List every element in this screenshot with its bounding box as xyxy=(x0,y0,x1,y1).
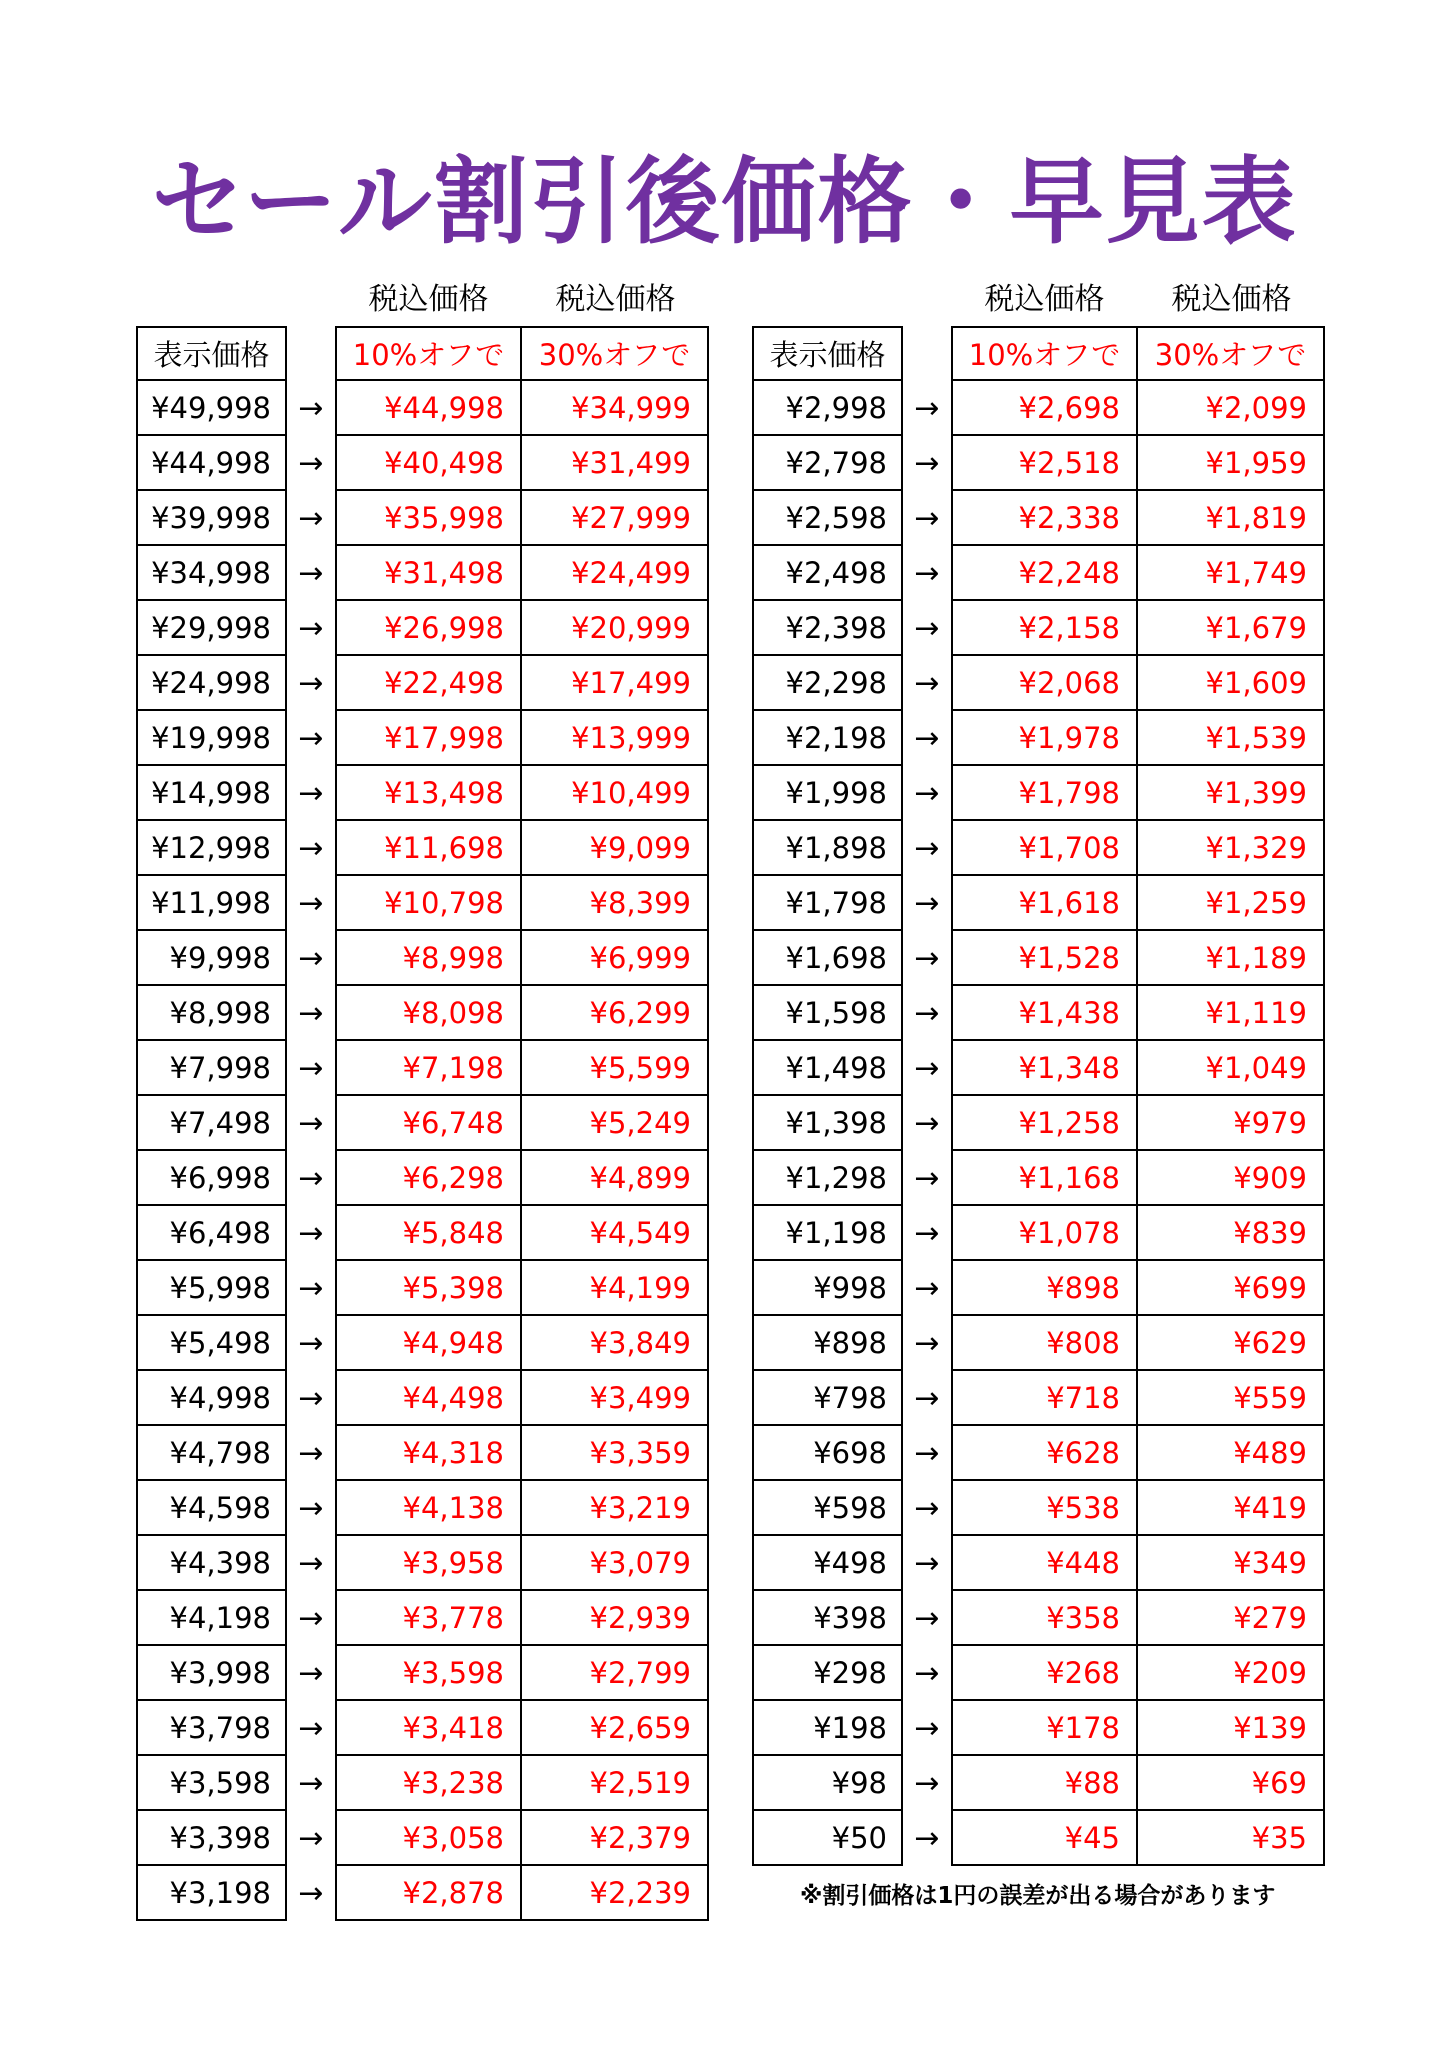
price-10-off-cell: ¥4,318 xyxy=(335,1426,522,1481)
header-10-off: 10%オフで xyxy=(951,326,1138,381)
price-table-right xyxy=(752,326,1325,1866)
display-price-cell: ¥698 xyxy=(752,1426,903,1481)
price-10-off-cell: ¥35,998 xyxy=(335,491,522,546)
table-row xyxy=(136,1646,709,1701)
arrow-icon: → xyxy=(914,1821,940,1856)
arrow-icon: → xyxy=(298,1711,324,1746)
arrow-icon: → xyxy=(298,996,324,1031)
arrow-icon: → xyxy=(298,1051,324,1086)
price-10-off-cell: ¥2,698 xyxy=(951,381,1138,436)
table-row xyxy=(136,711,709,766)
price-10-off-cell: ¥2,878 xyxy=(335,1866,522,1921)
display-price-cell: ¥2,198 xyxy=(752,711,903,766)
arrow-icon: → xyxy=(298,1326,324,1361)
super-header-right-10: 税込価格 xyxy=(984,282,1105,317)
display-price-cell: ¥5,498 xyxy=(136,1316,287,1371)
arrow-icon: → xyxy=(298,1161,324,1196)
display-price-cell: ¥498 xyxy=(752,1536,903,1591)
price-10-off-cell: ¥6,298 xyxy=(335,1151,522,1206)
price-30-off-cell: ¥1,959 xyxy=(1138,436,1325,491)
arrow-icon: → xyxy=(298,556,324,591)
price-30-off-cell: ¥629 xyxy=(1138,1316,1325,1371)
display-price-cell: ¥798 xyxy=(752,1371,903,1426)
price-30-off-cell: ¥1,679 xyxy=(1138,601,1325,656)
display-price-cell: ¥1,898 xyxy=(752,821,903,876)
price-10-off-cell: ¥3,958 xyxy=(335,1536,522,1591)
price-10-off-cell: ¥1,078 xyxy=(951,1206,1138,1261)
price-10-off-cell: ¥1,708 xyxy=(951,821,1138,876)
table-row xyxy=(136,876,709,931)
display-price-cell: ¥4,998 xyxy=(136,1371,287,1426)
price-30-off-cell: ¥279 xyxy=(1138,1591,1325,1646)
table-row xyxy=(752,1151,1325,1206)
arrow-icon: → xyxy=(298,1216,324,1251)
super-header-right-30: 税込価格 xyxy=(1171,282,1292,317)
arrow-icon: → xyxy=(914,1711,940,1746)
price-10-off-cell: ¥1,438 xyxy=(951,986,1138,1041)
price-10-off-cell: ¥1,618 xyxy=(951,876,1138,931)
table-row xyxy=(136,986,709,1041)
table-row xyxy=(752,546,1325,601)
display-price-cell: ¥12,998 xyxy=(136,821,287,876)
price-30-off-cell: ¥6,999 xyxy=(522,931,709,986)
price-10-off-cell: ¥5,398 xyxy=(335,1261,522,1316)
price-10-off-cell: ¥1,978 xyxy=(951,711,1138,766)
table-row xyxy=(752,1426,1325,1481)
header-display-price: 表示価格 xyxy=(136,326,287,381)
price-10-off-cell: ¥17,998 xyxy=(335,711,522,766)
price-30-off-cell: ¥139 xyxy=(1138,1701,1325,1756)
display-price-cell: ¥44,998 xyxy=(136,436,287,491)
arrow-icon: → xyxy=(298,446,324,481)
table-header-row xyxy=(136,326,709,381)
price-30-off-cell: ¥5,599 xyxy=(522,1041,709,1096)
display-price-cell: ¥7,998 xyxy=(136,1041,287,1096)
table-row xyxy=(136,821,709,876)
display-price-cell: ¥14,998 xyxy=(136,766,287,821)
display-price-cell: ¥29,998 xyxy=(136,601,287,656)
price-10-off-cell: ¥26,998 xyxy=(335,601,522,656)
price-10-off-cell: ¥13,498 xyxy=(335,766,522,821)
super-header-left-10: 税込価格 xyxy=(368,282,489,317)
table-row xyxy=(752,381,1325,436)
price-30-off-cell: ¥10,499 xyxy=(522,766,709,821)
display-price-cell: ¥3,598 xyxy=(136,1756,287,1811)
price-30-off-cell: ¥699 xyxy=(1138,1261,1325,1316)
price-10-off-cell: ¥3,778 xyxy=(335,1591,522,1646)
price-30-off-cell: ¥1,819 xyxy=(1138,491,1325,546)
table-row xyxy=(752,711,1325,766)
display-price-cell: ¥3,198 xyxy=(136,1866,287,1921)
table-row xyxy=(136,546,709,601)
table-row xyxy=(752,1316,1325,1371)
arrow-icon: → xyxy=(914,1271,940,1306)
price-30-off-cell: ¥349 xyxy=(1138,1536,1325,1591)
display-price-cell: ¥398 xyxy=(752,1591,903,1646)
price-30-off-cell: ¥6,299 xyxy=(522,986,709,1041)
display-price-cell: ¥298 xyxy=(752,1646,903,1701)
table-row xyxy=(752,1481,1325,1536)
display-price-cell: ¥6,498 xyxy=(136,1206,287,1261)
display-price-cell: ¥1,198 xyxy=(752,1206,903,1261)
price-10-off-cell: ¥898 xyxy=(951,1261,1138,1316)
table-row xyxy=(752,1701,1325,1756)
arrow-icon: → xyxy=(914,776,940,811)
price-30-off-cell: ¥9,099 xyxy=(522,821,709,876)
arrow-icon: → xyxy=(298,1656,324,1691)
price-30-off-cell: ¥8,399 xyxy=(522,876,709,931)
price-10-off-cell: ¥10,798 xyxy=(335,876,522,931)
price-30-off-cell: ¥1,539 xyxy=(1138,711,1325,766)
price-30-off-cell: ¥2,099 xyxy=(1138,381,1325,436)
price-30-off-cell: ¥2,799 xyxy=(522,1646,709,1701)
display-price-cell: ¥2,798 xyxy=(752,436,903,491)
arrow-icon: → xyxy=(298,666,324,701)
arrow-icon: → xyxy=(914,1326,940,1361)
arrow-icon: → xyxy=(914,1381,940,1416)
table-row xyxy=(136,381,709,436)
table-row xyxy=(136,1206,709,1261)
price-10-off-cell: ¥358 xyxy=(951,1591,1138,1646)
arrow-icon: → xyxy=(914,1546,940,1581)
arrow-icon: → xyxy=(914,1106,940,1141)
table-row xyxy=(752,821,1325,876)
display-price-cell: ¥198 xyxy=(752,1701,903,1756)
arrow-icon: → xyxy=(914,391,940,426)
price-30-off-cell: ¥2,379 xyxy=(522,1811,709,1866)
display-price-cell: ¥1,498 xyxy=(752,1041,903,1096)
arrow-icon: → xyxy=(298,941,324,976)
footnote: ※割引価格は1円の誤差が出る場合があります xyxy=(800,1883,1276,1909)
arrow-icon: → xyxy=(914,666,940,701)
display-price-cell: ¥4,198 xyxy=(136,1591,287,1646)
table-row xyxy=(752,491,1325,546)
table-row xyxy=(136,1096,709,1151)
price-30-off-cell: ¥489 xyxy=(1138,1426,1325,1481)
arrow-icon: → xyxy=(298,776,324,811)
price-10-off-cell: ¥2,518 xyxy=(951,436,1138,491)
arrow-icon: → xyxy=(298,1546,324,1581)
table-row xyxy=(752,1041,1325,1096)
price-30-off-cell: ¥1,259 xyxy=(1138,876,1325,931)
price-10-off-cell: ¥718 xyxy=(951,1371,1138,1426)
display-price-cell: ¥98 xyxy=(752,1756,903,1811)
arrow-icon: → xyxy=(914,1216,940,1251)
price-10-off-cell: ¥45 xyxy=(951,1811,1138,1866)
price-30-off-cell: ¥4,549 xyxy=(522,1206,709,1261)
price-30-off-cell: ¥979 xyxy=(1138,1096,1325,1151)
arrow-icon: → xyxy=(298,1491,324,1526)
display-price-cell: ¥4,398 xyxy=(136,1536,287,1591)
table-row xyxy=(136,1151,709,1206)
arrow-icon: → xyxy=(914,1656,940,1691)
price-10-off-cell: ¥88 xyxy=(951,1756,1138,1811)
display-price-cell: ¥49,998 xyxy=(136,381,287,436)
display-price-cell: ¥598 xyxy=(752,1481,903,1536)
display-price-cell: ¥1,398 xyxy=(752,1096,903,1151)
price-30-off-cell: ¥35 xyxy=(1138,1811,1325,1866)
arrow-icon: → xyxy=(298,1381,324,1416)
display-price-cell: ¥34,998 xyxy=(136,546,287,601)
header-10-off: 10%オフで xyxy=(335,326,522,381)
price-10-off-cell: ¥4,498 xyxy=(335,1371,522,1426)
price-30-off-cell: ¥3,219 xyxy=(522,1481,709,1536)
arrow-icon: → xyxy=(298,1876,324,1911)
price-30-off-cell: ¥34,999 xyxy=(522,381,709,436)
table-row xyxy=(752,1371,1325,1426)
table-row xyxy=(752,766,1325,821)
display-price-cell: ¥11,998 xyxy=(136,876,287,931)
price-30-off-cell: ¥1,609 xyxy=(1138,656,1325,711)
table-row xyxy=(136,1756,709,1811)
table-row xyxy=(136,1041,709,1096)
display-price-cell: ¥2,498 xyxy=(752,546,903,601)
price-10-off-cell: ¥44,998 xyxy=(335,381,522,436)
price-10-off-cell: ¥31,498 xyxy=(335,546,522,601)
display-price-cell: ¥1,598 xyxy=(752,986,903,1041)
table-row xyxy=(752,876,1325,931)
arrow-icon: → xyxy=(298,1821,324,1856)
price-30-off-cell: ¥1,189 xyxy=(1138,931,1325,986)
arrow-icon: → xyxy=(298,391,324,426)
display-price-cell: ¥6,998 xyxy=(136,1151,287,1206)
price-30-off-cell: ¥909 xyxy=(1138,1151,1325,1206)
display-price-cell: ¥1,298 xyxy=(752,1151,903,1206)
header-30-off: 30%オフで xyxy=(522,326,709,381)
arrow-icon: → xyxy=(914,1436,940,1471)
table-row xyxy=(136,1701,709,1756)
display-price-cell: ¥1,798 xyxy=(752,876,903,931)
table-row xyxy=(136,491,709,546)
price-30-off-cell: ¥559 xyxy=(1138,1371,1325,1426)
table-row xyxy=(136,931,709,986)
table-row xyxy=(136,1426,709,1481)
price-10-off-cell: ¥11,698 xyxy=(335,821,522,876)
table-row xyxy=(136,1371,709,1426)
table-row xyxy=(136,1536,709,1591)
arrow-icon: → xyxy=(298,886,324,921)
price-30-off-cell: ¥4,899 xyxy=(522,1151,709,1206)
price-30-off-cell: ¥3,499 xyxy=(522,1371,709,1426)
price-10-off-cell: ¥178 xyxy=(951,1701,1138,1756)
price-30-off-cell: ¥3,849 xyxy=(522,1316,709,1371)
display-price-cell: ¥898 xyxy=(752,1316,903,1371)
price-10-off-cell: ¥5,848 xyxy=(335,1206,522,1261)
table-row xyxy=(752,1811,1325,1866)
price-10-off-cell: ¥40,498 xyxy=(335,436,522,491)
arrow-icon: → xyxy=(914,721,940,756)
table-row xyxy=(752,1756,1325,1811)
price-30-off-cell: ¥209 xyxy=(1138,1646,1325,1701)
price-10-off-cell: ¥1,258 xyxy=(951,1096,1138,1151)
price-10-off-cell: ¥3,238 xyxy=(335,1756,522,1811)
display-price-cell: ¥19,998 xyxy=(136,711,287,766)
price-10-off-cell: ¥3,598 xyxy=(335,1646,522,1701)
arrow-icon: → xyxy=(298,831,324,866)
price-10-off-cell: ¥2,248 xyxy=(951,546,1138,601)
arrow-icon: → xyxy=(914,1161,940,1196)
table-row xyxy=(136,1866,709,1921)
arrow-icon: → xyxy=(914,1051,940,1086)
display-price-cell: ¥8,998 xyxy=(136,986,287,1041)
price-10-off-cell: ¥1,168 xyxy=(951,1151,1138,1206)
price-10-off-cell: ¥3,058 xyxy=(335,1811,522,1866)
display-price-cell: ¥2,298 xyxy=(752,656,903,711)
arrow-icon: → xyxy=(914,611,940,646)
display-price-cell: ¥3,998 xyxy=(136,1646,287,1701)
display-price-cell: ¥9,998 xyxy=(136,931,287,986)
price-30-off-cell: ¥4,199 xyxy=(522,1261,709,1316)
table-row xyxy=(136,601,709,656)
price-30-off-cell: ¥1,329 xyxy=(1138,821,1325,876)
price-30-off-cell: ¥419 xyxy=(1138,1481,1325,1536)
price-30-off-cell: ¥839 xyxy=(1138,1206,1325,1261)
price-10-off-cell: ¥4,948 xyxy=(335,1316,522,1371)
arrow-icon: → xyxy=(298,1106,324,1141)
display-price-cell: ¥1,698 xyxy=(752,931,903,986)
table-row xyxy=(136,436,709,491)
price-30-off-cell: ¥2,239 xyxy=(522,1866,709,1921)
display-price-cell: ¥24,998 xyxy=(136,656,287,711)
price-10-off-cell: ¥808 xyxy=(951,1316,1138,1371)
table-row xyxy=(752,1591,1325,1646)
arrow-icon: → xyxy=(298,1271,324,1306)
header-30-off: 30%オフで xyxy=(1138,326,1325,381)
display-price-cell: ¥39,998 xyxy=(136,491,287,546)
table-header-row xyxy=(752,326,1325,381)
display-price-cell: ¥2,998 xyxy=(752,381,903,436)
price-30-off-cell: ¥24,499 xyxy=(522,546,709,601)
price-30-off-cell: ¥3,359 xyxy=(522,1426,709,1481)
display-price-cell: ¥50 xyxy=(752,1811,903,1866)
header-display-price: 表示価格 xyxy=(752,326,903,381)
table-row xyxy=(136,766,709,821)
display-price-cell: ¥998 xyxy=(752,1261,903,1316)
display-price-cell: ¥7,498 xyxy=(136,1096,287,1151)
table-row xyxy=(136,1481,709,1536)
price-10-off-cell: ¥8,098 xyxy=(335,986,522,1041)
price-30-off-cell: ¥20,999 xyxy=(522,601,709,656)
arrow-icon: → xyxy=(298,1436,324,1471)
table-row xyxy=(136,656,709,711)
price-30-off-cell: ¥27,999 xyxy=(522,491,709,546)
price-30-off-cell: ¥13,999 xyxy=(522,711,709,766)
price-10-off-cell: ¥1,528 xyxy=(951,931,1138,986)
table-row xyxy=(752,656,1325,711)
arrow-icon: → xyxy=(298,501,324,536)
table-row xyxy=(752,1646,1325,1701)
price-30-off-cell: ¥1,749 xyxy=(1138,546,1325,601)
arrow-icon: → xyxy=(298,1601,324,1636)
price-10-off-cell: ¥1,798 xyxy=(951,766,1138,821)
price-10-off-cell: ¥628 xyxy=(951,1426,1138,1481)
price-table-left xyxy=(136,326,709,1921)
arrow-icon: → xyxy=(914,1601,940,1636)
price-30-off-cell: ¥2,939 xyxy=(522,1591,709,1646)
display-price-cell: ¥4,798 xyxy=(136,1426,287,1481)
price-30-off-cell: ¥69 xyxy=(1138,1756,1325,1811)
price-10-off-cell: ¥2,338 xyxy=(951,491,1138,546)
price-30-off-cell: ¥2,659 xyxy=(522,1701,709,1756)
table-row xyxy=(752,931,1325,986)
price-30-off-cell: ¥1,119 xyxy=(1138,986,1325,1041)
table-row xyxy=(136,1316,709,1371)
price-30-off-cell: ¥1,049 xyxy=(1138,1041,1325,1096)
table-row xyxy=(752,1536,1325,1591)
table-row xyxy=(136,1261,709,1316)
table-row xyxy=(752,436,1325,491)
arrow-icon: → xyxy=(914,996,940,1031)
price-30-off-cell: ¥2,519 xyxy=(522,1756,709,1811)
price-10-off-cell: ¥8,998 xyxy=(335,931,522,986)
price-30-off-cell: ¥31,499 xyxy=(522,436,709,491)
arrow-icon: → xyxy=(914,831,940,866)
price-30-off-cell: ¥17,499 xyxy=(522,656,709,711)
arrow-icon: → xyxy=(298,721,324,756)
display-price-cell: ¥5,998 xyxy=(136,1261,287,1316)
arrow-icon: → xyxy=(914,886,940,921)
page-title: セール割引後価格・早見表 xyxy=(151,148,1298,257)
display-price-cell: ¥1,998 xyxy=(752,766,903,821)
display-price-cell: ¥3,798 xyxy=(136,1701,287,1756)
price-10-off-cell: ¥538 xyxy=(951,1481,1138,1536)
table-row xyxy=(752,601,1325,656)
table-row xyxy=(136,1591,709,1646)
arrow-icon: → xyxy=(914,941,940,976)
arrow-icon: → xyxy=(914,1766,940,1801)
display-price-cell: ¥4,598 xyxy=(136,1481,287,1536)
arrow-icon: → xyxy=(914,556,940,591)
arrow-icon: → xyxy=(914,446,940,481)
price-30-off-cell: ¥1,399 xyxy=(1138,766,1325,821)
price-10-off-cell: ¥448 xyxy=(951,1536,1138,1591)
display-price-cell: ¥3,398 xyxy=(136,1811,287,1866)
price-10-off-cell: ¥2,068 xyxy=(951,656,1138,711)
price-30-off-cell: ¥5,249 xyxy=(522,1096,709,1151)
table-row xyxy=(752,986,1325,1041)
table-row xyxy=(752,1206,1325,1261)
arrow-icon: → xyxy=(298,611,324,646)
price-10-off-cell: ¥3,418 xyxy=(335,1701,522,1756)
table-row xyxy=(136,1811,709,1866)
price-10-off-cell: ¥7,198 xyxy=(335,1041,522,1096)
arrow-icon: → xyxy=(298,1766,324,1801)
display-price-cell: ¥2,398 xyxy=(752,601,903,656)
super-header-left-30: 税込価格 xyxy=(555,282,676,317)
price-10-off-cell: ¥2,158 xyxy=(951,601,1138,656)
price-10-off-cell: ¥22,498 xyxy=(335,656,522,711)
price-10-off-cell: ¥1,348 xyxy=(951,1041,1138,1096)
arrow-icon: → xyxy=(914,501,940,536)
arrow-icon: → xyxy=(914,1491,940,1526)
display-price-cell: ¥2,598 xyxy=(752,491,903,546)
price-30-off-cell: ¥3,079 xyxy=(522,1536,709,1591)
table-row xyxy=(752,1096,1325,1151)
price-10-off-cell: ¥6,748 xyxy=(335,1096,522,1151)
table-row xyxy=(752,1261,1325,1316)
price-10-off-cell: ¥4,138 xyxy=(335,1481,522,1536)
price-10-off-cell: ¥268 xyxy=(951,1646,1138,1701)
